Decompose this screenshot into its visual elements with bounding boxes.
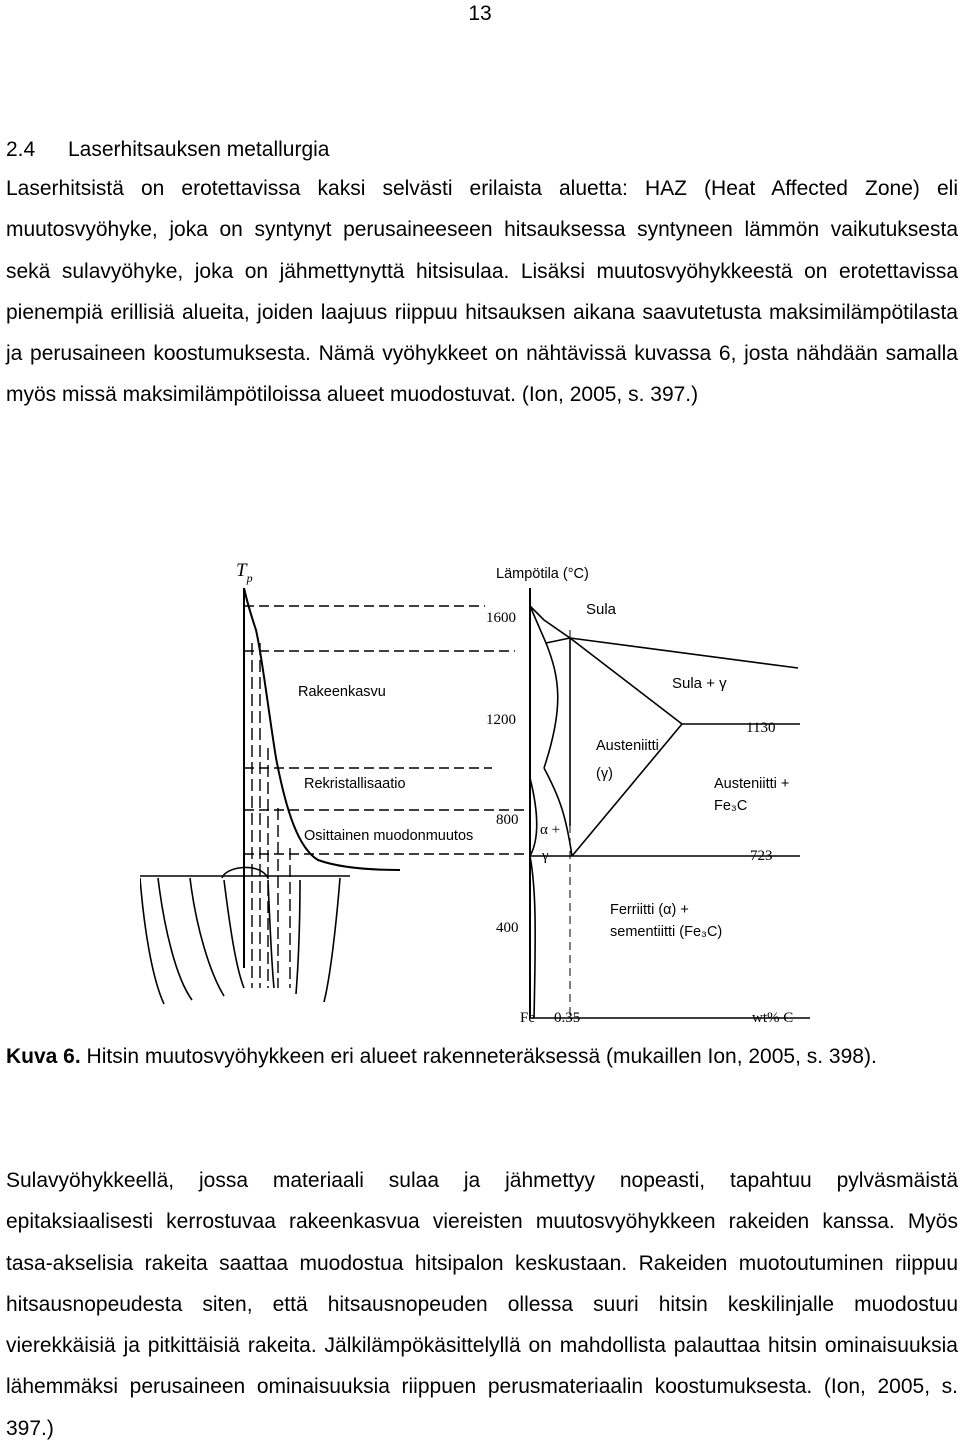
label-osittainen-muodonmuutos: Osittainen muodonmuutos bbox=[304, 828, 474, 844]
y-tick-1600: 1600 bbox=[486, 610, 516, 626]
temp-1130: 1130 bbox=[746, 720, 776, 736]
haz-outer-right bbox=[324, 878, 340, 1002]
phase-austeniitti-fe3c-1: Austeniitti + bbox=[714, 776, 790, 792]
phase-sula-gamma: Sula + γ bbox=[672, 675, 727, 692]
y-tick-1200: 1200 bbox=[486, 712, 516, 728]
label-rekristallisaatio: Rekristallisaatio bbox=[304, 776, 406, 792]
phase-ferriitti-2: sementiitti (Fe₃C) bbox=[610, 924, 723, 940]
section-heading bbox=[6, 136, 329, 164]
section-number: 2.4 bbox=[6, 138, 36, 161]
label-rakeenkasvu: Rakeenkasvu bbox=[298, 684, 386, 700]
x-label-035: 0.35 bbox=[554, 1010, 581, 1026]
fusion-line-center bbox=[224, 880, 244, 988]
austenite-boundary bbox=[544, 643, 558, 768]
peritectic-top bbox=[530, 606, 570, 638]
page-number: 13 bbox=[468, 2, 492, 25]
phase-austeniitti-fe3c-2: Fe₃C bbox=[714, 798, 748, 814]
fusion-line-right bbox=[268, 880, 274, 988]
haz-inner-left bbox=[158, 878, 192, 1000]
caption-label: Kuva 6. bbox=[6, 1045, 81, 1068]
tp-label: $T_p$ bbox=[236, 560, 253, 585]
x-label-fe: Fe bbox=[520, 1010, 535, 1026]
phase-gamma: γ bbox=[542, 848, 549, 864]
phase-alpha-plus: α + bbox=[540, 822, 561, 838]
phase-ferriitti-1: Ferriitti (α) + bbox=[610, 902, 689, 918]
phase-gamma-paren: (γ) bbox=[596, 766, 613, 782]
y-tick-800: 800 bbox=[496, 812, 519, 828]
caption-text: Hitsin muutosvyöhykkeen eri alueet rakenneteräksessä (mukaillen Ion, 2005, s. 398). bbox=[86, 1045, 877, 1068]
fusion-line-left bbox=[190, 878, 224, 996]
figure-haz-diagram bbox=[140, 548, 820, 1034]
y-axis-title: Lämpötila (°C) bbox=[496, 566, 589, 582]
x-label-wt-c: wt% C bbox=[752, 1010, 794, 1026]
section-title: Laserhitsauksen metallurgia bbox=[68, 138, 330, 161]
figure-caption bbox=[6, 1036, 958, 1077]
alpha-gamma-boundary bbox=[530, 778, 537, 856]
haz-inner-right bbox=[296, 880, 300, 994]
figure-svg bbox=[140, 548, 820, 1034]
body-paragraph-1: Laserhitsistä on erotettavissa kaksi selvästi erilaista aluetta: HAZ (Heat Affected Zone) eli muutosvyöhyke, joka on syntynyt perusaineeseen hitsauksessa syntyneen lämmön vaikutuksesta sekä sulavyöhyke, joka on jähmettynyttä hitsisulaa. Lisäksi muutosvyöhykkeestä on erotettavissa pienempiä erillisiä alueita, joiden laajuus riippuu hitsauksen aikana saavutetusta maksimilämpötilasta ja perusaineen koostumuksesta. Nämä vyöhykkeet on nähtävissä kuvassa 6, josta nähdään samalla myös missä maksimilämpötiloissa alueet muodostuvat. (Ion, 2005, s. 397.) bbox=[6, 177, 958, 407]
body-paragraph-2: Sulavyöhykkeellä, jossa materiaali sulaa ja jähmettyy nopeasti, tapahtuu pylväsmäistä epitaksiaalisesti kerrostuvaa rakeenkasvua viereisten muutosvyöhykkeen rakeiden kanssa. Myös tasa-akselisia rakeita saattaa muodostua hitsipalon keskustaan. Rakeiden muotoutuminen riippuu hitsausnopeudesta siten, että hitsausnopeuden ollessa suuri hitsin keskilinjalle muodostuu vierekkäisiä ja pitkittäisiä rakeita. Jälkilämpökäsittelyllä on mahdollista palauttaa hitsin ominaisuuksia lähemmäksi perusaineen ominaisuuksia riippuen perusmateriaalin koostumuksesta. (Ion, 2005, s. 397.) bbox=[6, 1169, 958, 1440]
y-tick-400: 400 bbox=[496, 920, 519, 936]
temp-723: 723 bbox=[750, 848, 773, 864]
a3-line bbox=[544, 768, 572, 856]
phase-austeniitti: Austeniitti bbox=[596, 738, 659, 754]
phase-sula: Sula bbox=[586, 601, 617, 618]
